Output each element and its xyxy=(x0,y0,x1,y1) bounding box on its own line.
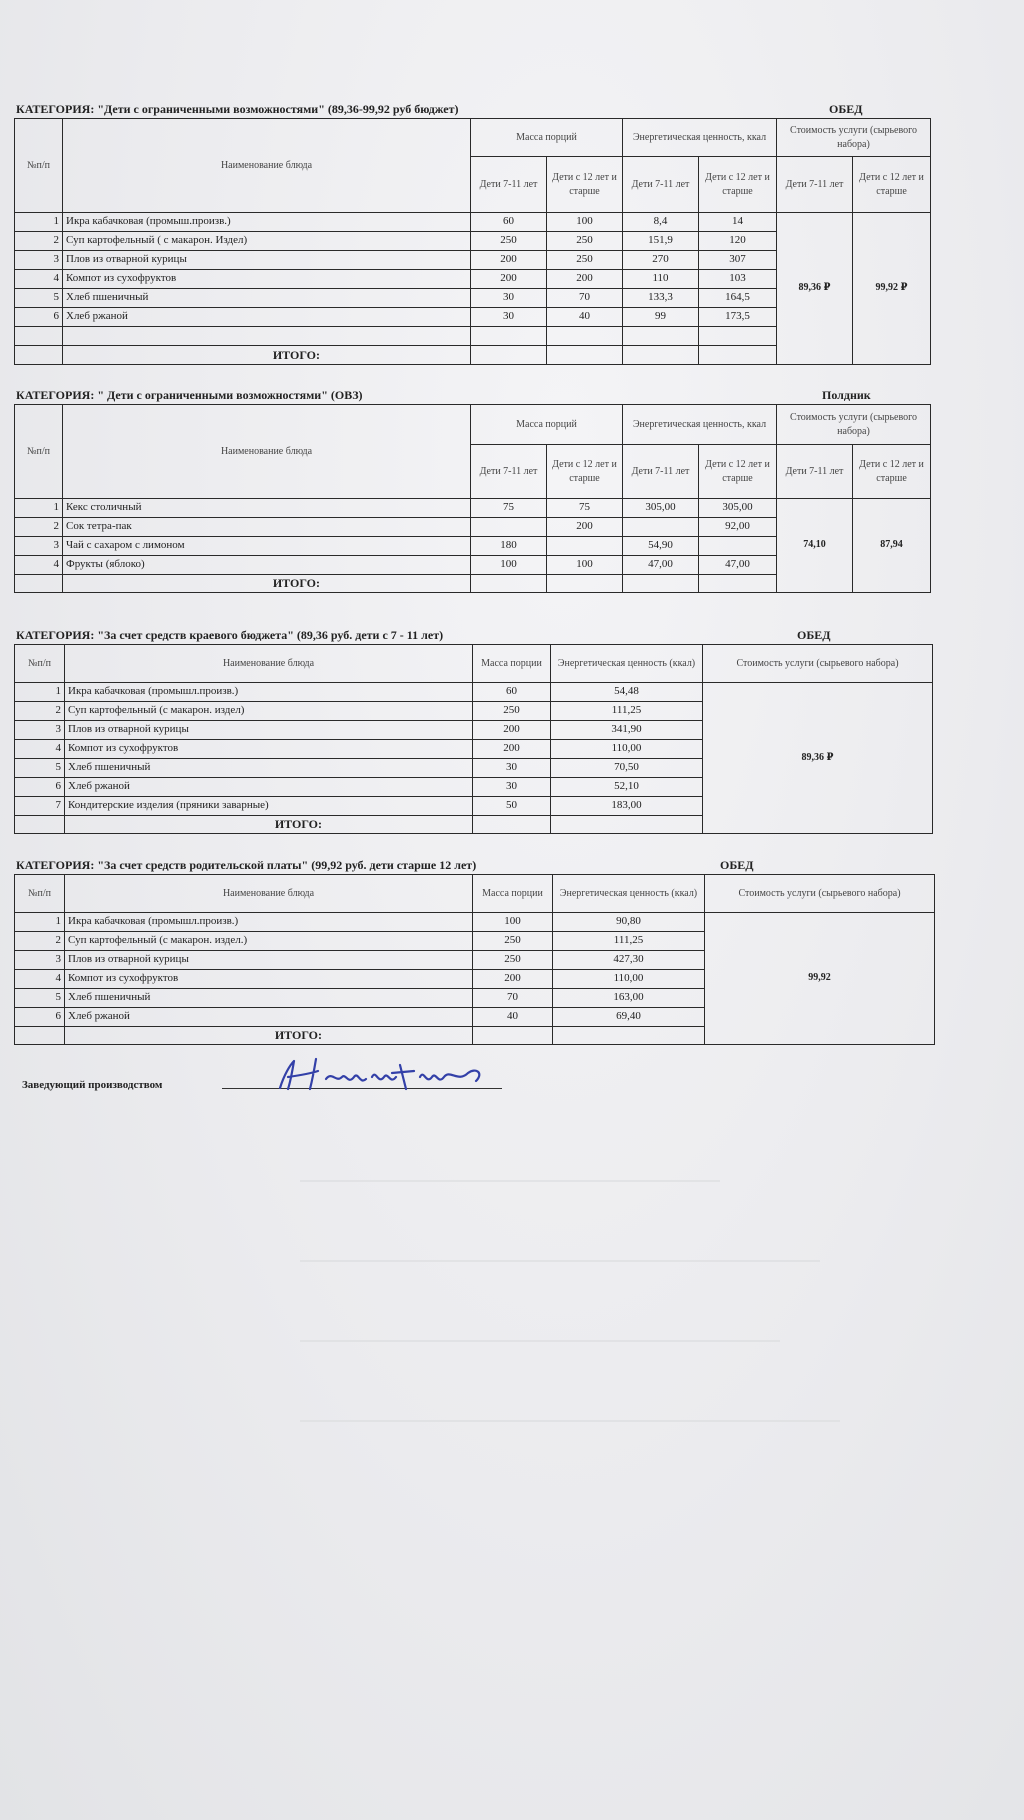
dish-name: Икра кабачковая (промыш.произв.) xyxy=(63,213,471,232)
section-title: КАТЕГОРИЯ: " Дети с ограниченными возможностями" (ОВЗ) xyxy=(16,388,363,402)
dish-name: Хлеб пшеничный xyxy=(65,759,473,778)
header-mass: Масса порции xyxy=(473,645,551,683)
price-7-11: 89,36 ₽ xyxy=(777,213,853,365)
row-number: 2 xyxy=(15,702,65,721)
header-dish: Наименование блюда xyxy=(63,119,471,213)
energy: 90,80 xyxy=(553,913,705,932)
table-row xyxy=(15,913,935,932)
row-number: 3 xyxy=(15,537,63,556)
header-mass: Масса порций xyxy=(471,119,623,157)
handwritten-signature xyxy=(272,1055,522,1095)
row-number: 1 xyxy=(15,213,63,232)
header-age-12-plus: Дети с 12 лет и старше xyxy=(699,157,777,213)
energy-12-plus: 164,5 xyxy=(699,289,777,308)
mass: 200 xyxy=(473,721,551,740)
dish-name: Компот из сухофруктов xyxy=(65,740,473,759)
mass-7-11: 100 xyxy=(471,556,547,575)
menu-table xyxy=(14,118,931,365)
energy: 163,00 xyxy=(553,989,705,1008)
dish-name: Хлеб пшеничный xyxy=(63,289,471,308)
energy: 427,30 xyxy=(553,951,705,970)
mass: 250 xyxy=(473,702,551,721)
total-label: ИТОГО: xyxy=(63,575,471,593)
energy: 111,25 xyxy=(553,932,705,951)
header-age-7-11: Дети 7-11 лет xyxy=(623,445,699,499)
energy-12-plus: 14 xyxy=(699,213,777,232)
row-number: 4 xyxy=(15,270,63,289)
energy: 341,90 xyxy=(551,721,703,740)
table-row xyxy=(15,683,933,702)
mass-7-11: 75 xyxy=(471,499,547,518)
energy-7-11: 47,00 xyxy=(623,556,699,575)
header-age-12-plus: Дети с 12 лет и старше xyxy=(547,445,623,499)
header-mass: Масса порций xyxy=(471,405,623,445)
mass-12-plus: 100 xyxy=(547,556,623,575)
row-number: 4 xyxy=(15,740,65,759)
price-12-plus: 87,94 xyxy=(853,499,931,593)
energy-12-plus: 47,00 xyxy=(699,556,777,575)
header-age-7-11: Дети 7-11 лет xyxy=(777,445,853,499)
dish-name: Чай с сахаром с лимоном xyxy=(63,537,471,556)
row-number: 5 xyxy=(15,759,65,778)
energy-7-11: 151,9 xyxy=(623,232,699,251)
header-age-12-plus: Дети с 12 лет и старше xyxy=(547,157,623,213)
energy-12-plus: 103 xyxy=(699,270,777,289)
mass-12-plus: 250 xyxy=(547,251,623,270)
energy-7-11: 99 xyxy=(623,308,699,327)
dish-name: Фрукты (яблоко) xyxy=(63,556,471,575)
dish-name: Сок тетра-пак xyxy=(63,518,471,537)
total-label: ИТОГО: xyxy=(65,816,473,834)
energy-12-plus: 173,5 xyxy=(699,308,777,327)
mass-7-11: 30 xyxy=(471,308,547,327)
energy-7-11: 54,90 xyxy=(623,537,699,556)
mass: 70 xyxy=(473,989,553,1008)
meal-label: ОБЕД xyxy=(720,858,754,872)
bleed-through-line xyxy=(300,1260,820,1262)
mass-7-11: 250 xyxy=(471,232,547,251)
mass-12-plus: 200 xyxy=(547,518,623,537)
energy-12-plus: 305,00 xyxy=(699,499,777,518)
bleed-through-line xyxy=(300,1340,780,1342)
row-number: 3 xyxy=(15,721,65,740)
row-number: 6 xyxy=(15,1008,65,1027)
header-age-12-plus: Дети с 12 лет и старше xyxy=(853,157,931,213)
mass-12-plus: 200 xyxy=(547,270,623,289)
energy-7-11: 133,3 xyxy=(623,289,699,308)
row-number: 1 xyxy=(15,499,63,518)
mass: 250 xyxy=(473,932,553,951)
row-number: 5 xyxy=(15,289,63,308)
mass-12-plus: 250 xyxy=(547,232,623,251)
row-number: 2 xyxy=(15,932,65,951)
section-title: КАТЕГОРИЯ: "За счет средств родительской платы" (99,92 руб. дети старше 12 лет) xyxy=(16,858,477,872)
header-num: №п/п xyxy=(15,405,63,499)
energy: 110,00 xyxy=(553,970,705,989)
dish-name: Суп картофельный ( с макарон. Издел) xyxy=(63,232,471,251)
signature-block xyxy=(22,1055,502,1095)
mass: 60 xyxy=(473,683,551,702)
header-cost: Стоимость услуги (сырьевого набора) xyxy=(777,405,931,445)
energy-12-plus: 92,00 xyxy=(699,518,777,537)
dish-name: Икра кабачковая (промышл.произв.) xyxy=(65,913,473,932)
header-energy: Энергетическая ценность (ккал) xyxy=(553,875,705,913)
energy: 69,40 xyxy=(553,1008,705,1027)
energy: 110,00 xyxy=(551,740,703,759)
mass-12-plus: 70 xyxy=(547,289,623,308)
header-num: №п/п xyxy=(15,645,65,683)
row-number: 6 xyxy=(15,308,63,327)
total-label: ИТОГО: xyxy=(63,346,471,365)
section-lunch-parent-payment xyxy=(14,858,935,1045)
row-number: 1 xyxy=(15,683,65,702)
row-number: 3 xyxy=(15,951,65,970)
mass: 200 xyxy=(473,970,553,989)
row-number: 4 xyxy=(15,970,65,989)
dish-name: Компот из сухофруктов xyxy=(63,270,471,289)
mass: 200 xyxy=(473,740,551,759)
header-cost: Стоимость услуги (сырьевого набора) xyxy=(703,645,933,683)
dish-name: Плов из отварной курицы xyxy=(63,251,471,270)
energy-12-plus: 307 xyxy=(699,251,777,270)
energy: 70,50 xyxy=(551,759,703,778)
menu-table xyxy=(14,404,931,593)
table-row xyxy=(15,499,931,518)
mass-7-11: 200 xyxy=(471,270,547,289)
section-title: КАТЕГОРИЯ: "За счет средств краевого бюджета" (89,36 руб. дети с 7 - 11 лет) xyxy=(16,628,444,642)
header-age-7-11: Дети 7-11 лет xyxy=(623,157,699,213)
header-num: №п/п xyxy=(15,119,63,213)
meal-label: ОБЕД xyxy=(797,628,831,642)
energy: 52,10 xyxy=(551,778,703,797)
dish-name: Кекс столичный xyxy=(63,499,471,518)
energy-7-11: 305,00 xyxy=(623,499,699,518)
dish-name: Плов из отварной курицы xyxy=(65,721,473,740)
row-number: 7 xyxy=(15,797,65,816)
mass-7-11: 30 xyxy=(471,289,547,308)
section-title: КАТЕГОРИЯ: "Дети с ограниченными возможностями" (89,36-99,92 руб бюджет) xyxy=(16,102,459,116)
price-12-plus: 99,92 ₽ xyxy=(853,213,931,365)
dish-name: Кондитерские изделия (пряники заварные) xyxy=(65,797,473,816)
price: 89,36 ₽ xyxy=(703,683,933,834)
price: 99,92 xyxy=(705,913,935,1045)
section-lunch-disabled-children xyxy=(14,102,931,365)
row-number: 5 xyxy=(15,989,65,1008)
header-energy: Энергетическая ценность, ккал xyxy=(623,119,777,157)
section-lunch-regional-budget xyxy=(14,628,933,834)
dish-name: Плов из отварной курицы xyxy=(65,951,473,970)
header-energy: Энергетическая ценность (ккал) xyxy=(551,645,703,683)
header-dish: Наименование блюда xyxy=(65,875,473,913)
energy: 111,25 xyxy=(551,702,703,721)
mass: 30 xyxy=(473,759,551,778)
mass-12-plus: 75 xyxy=(547,499,623,518)
mass-12-plus xyxy=(547,537,623,556)
mass-7-11 xyxy=(471,518,547,537)
dish-name: Суп картофельный (с макарон. издел.) xyxy=(65,932,473,951)
mass-7-11: 60 xyxy=(471,213,547,232)
header-age-12-plus: Дети с 12 лет и старше xyxy=(699,445,777,499)
energy-12-plus xyxy=(699,537,777,556)
price-7-11: 74,10 xyxy=(777,499,853,593)
mass: 100 xyxy=(473,913,553,932)
header-cost: Стоимость услуги (сырьевого набора) xyxy=(777,119,931,157)
dish-name: Хлеб ржаной xyxy=(63,308,471,327)
mass-12-plus: 100 xyxy=(547,213,623,232)
meal-label: ОБЕД xyxy=(829,102,863,116)
dish-name: Компот из сухофруктов xyxy=(65,970,473,989)
meal-label: Полдник xyxy=(822,388,871,402)
row-number: 4 xyxy=(15,556,63,575)
header-dish: Наименование блюда xyxy=(65,645,473,683)
mass: 50 xyxy=(473,797,551,816)
header-dish: Наименование блюда xyxy=(63,405,471,499)
header-num: №п/п xyxy=(15,875,65,913)
row-number: 2 xyxy=(15,518,63,537)
mass-7-11: 200 xyxy=(471,251,547,270)
menu-table xyxy=(14,644,933,834)
row-number: 6 xyxy=(15,778,65,797)
signature-label: Заведующий производством xyxy=(22,1079,163,1091)
total-label: ИТОГО: xyxy=(65,1027,473,1045)
mass-12-plus: 40 xyxy=(547,308,623,327)
energy: 183,00 xyxy=(551,797,703,816)
section-snack-disabled-children xyxy=(14,388,931,593)
header-age-12-plus: Дети с 12 лет и старше xyxy=(853,445,931,499)
mass-7-11: 180 xyxy=(471,537,547,556)
header-age-7-11: Дети 7-11 лет xyxy=(471,157,547,213)
bleed-through-line xyxy=(300,1420,840,1422)
header-cost: Стоимость услуги (сырьевого набора) xyxy=(705,875,935,913)
dish-name: Суп картофельный (с макарон. издел) xyxy=(65,702,473,721)
dish-name: Хлеб ржаной xyxy=(65,1008,473,1027)
row-number: 3 xyxy=(15,251,63,270)
energy-12-plus: 120 xyxy=(699,232,777,251)
menu-table xyxy=(14,874,935,1045)
dish-name: Хлеб ржаной xyxy=(65,778,473,797)
table-row xyxy=(15,213,931,232)
mass: 40 xyxy=(473,1008,553,1027)
bleed-through-line xyxy=(300,1180,720,1182)
mass: 30 xyxy=(473,778,551,797)
energy-7-11: 270 xyxy=(623,251,699,270)
energy-7-11: 8,4 xyxy=(623,213,699,232)
dish-name: Икра кабачковая (промышл.произв.) xyxy=(65,683,473,702)
header-mass: Масса порции xyxy=(473,875,553,913)
energy-7-11 xyxy=(623,518,699,537)
header-age-7-11: Дети 7-11 лет xyxy=(471,445,547,499)
dish-name: Хлеб пшеничный xyxy=(65,989,473,1008)
header-age-7-11: Дети 7-11 лет xyxy=(777,157,853,213)
row-number: 1 xyxy=(15,913,65,932)
energy-7-11: 110 xyxy=(623,270,699,289)
mass: 250 xyxy=(473,951,553,970)
energy: 54,48 xyxy=(551,683,703,702)
row-number: 2 xyxy=(15,232,63,251)
header-energy: Энергетическая ценность, ккал xyxy=(623,405,777,445)
